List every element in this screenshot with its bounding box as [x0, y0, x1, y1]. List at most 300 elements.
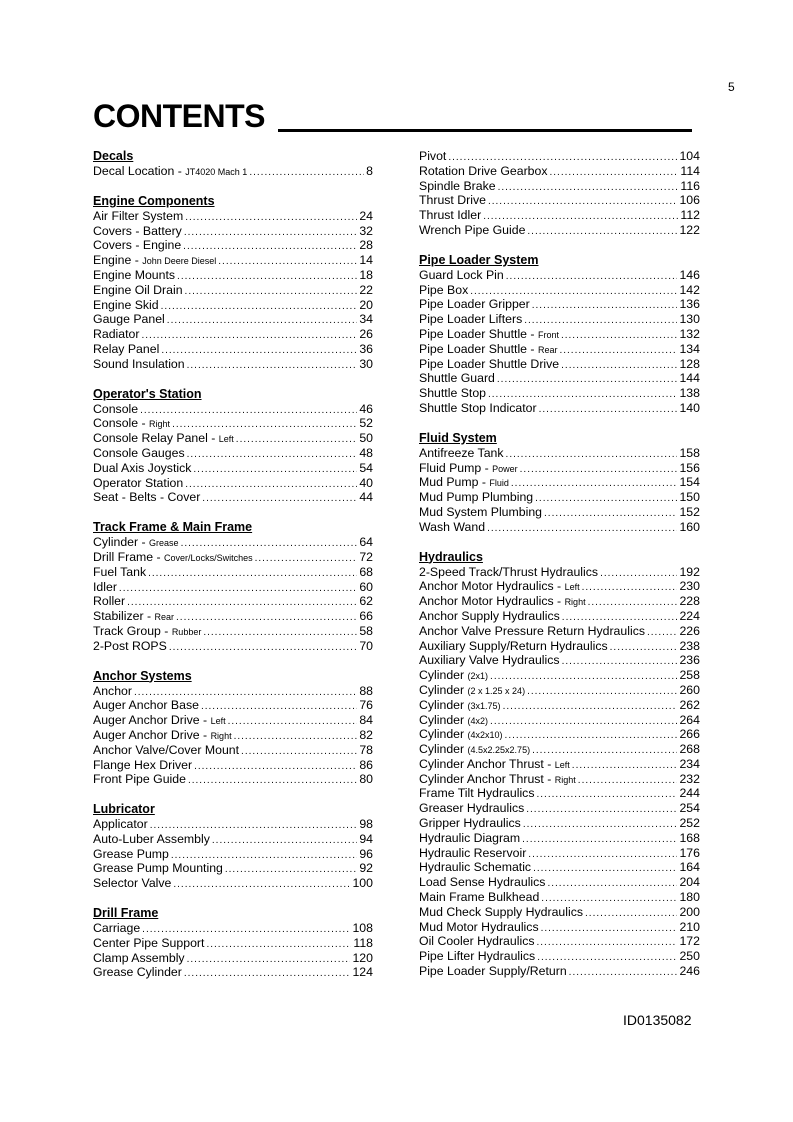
toc-entry[interactable] — [419, 949, 700, 964]
entry-title: Mud System Plumbing — [419, 504, 543, 519]
toc-entry[interactable] — [419, 609, 700, 624]
entry-page-number: 122 — [679, 222, 700, 237]
entry-label — [93, 446, 185, 461]
toc-entry[interactable] — [419, 283, 700, 298]
dot-leader — [610, 641, 678, 656]
toc-entry[interactable] — [93, 298, 373, 313]
toc-entry[interactable] — [419, 446, 700, 461]
entry-page-number: 238 — [679, 638, 700, 653]
entry-qualifier: Left — [210, 716, 226, 727]
toc-entry[interactable] — [93, 535, 373, 550]
entry-label — [419, 860, 531, 875]
toc-entry[interactable] — [93, 431, 373, 446]
entry-label — [93, 772, 186, 787]
entry-title: Auger Anchor Drive - — [93, 713, 211, 728]
entry-page-number: 108 — [352, 921, 373, 936]
entry-label — [93, 327, 139, 342]
toc-entry[interactable] — [419, 164, 700, 179]
entry-label — [419, 342, 557, 358]
entry-label — [419, 401, 537, 416]
toc-entry[interactable] — [419, 505, 700, 520]
entry-title: Covers - Battery — [93, 223, 182, 238]
entry-label — [93, 594, 125, 609]
dot-leader — [202, 492, 357, 507]
toc-section-operator-s-station — [93, 387, 373, 506]
entry-page-number: 142 — [679, 282, 700, 297]
toc-entry[interactable] — [419, 149, 700, 164]
entry-label — [93, 164, 247, 180]
entry-title: Anchor Motor Hydraulics - — [419, 594, 565, 609]
entry-title: Center Pipe Support — [93, 935, 205, 950]
entry-page-number: 120 — [352, 950, 373, 965]
entry-title: Seat - Belts - Cover — [93, 490, 201, 505]
entry-title: Console — [93, 401, 139, 416]
toc-entry[interactable] — [419, 579, 700, 594]
entry-title: Pipe Loader Supply/Return — [419, 964, 567, 979]
entry-page-number: 172 — [679, 934, 700, 949]
toc-entry[interactable] — [419, 268, 700, 283]
dot-leader — [218, 255, 357, 270]
toc-entry[interactable] — [93, 416, 373, 431]
entry-title: Anchor Valve/Cover Mount — [93, 742, 240, 757]
entry-title: Anchor Motor Hydraulics - — [419, 579, 565, 594]
toc-entry[interactable] — [93, 965, 373, 980]
toc-entry[interactable] — [419, 520, 700, 535]
toc-entry[interactable] — [93, 817, 373, 832]
entry-page-number: 154 — [679, 475, 700, 490]
entry-title: Mud Pump - — [419, 475, 490, 490]
toc-entry[interactable] — [93, 728, 373, 743]
dot-leader — [532, 299, 678, 314]
toc-entry[interactable] — [93, 550, 373, 565]
entry-title: Anchor Valve Pressure Return Hydraulics — [419, 623, 645, 638]
dot-leader — [544, 507, 677, 522]
toc-entry[interactable] — [419, 801, 700, 816]
section-spacer — [419, 535, 700, 550]
toc-entry[interactable] — [93, 327, 373, 342]
toc-entry[interactable] — [419, 179, 700, 194]
entry-label — [419, 386, 486, 401]
entry-label — [93, 342, 159, 357]
entry-page-number: 244 — [679, 786, 700, 801]
toc-entry[interactable] — [93, 490, 373, 505]
toc-entry[interactable] — [93, 238, 373, 253]
toc-entry[interactable] — [419, 297, 700, 312]
entry-title: Pivot — [419, 149, 447, 163]
entry-title: Grease Pump Mounting — [93, 861, 223, 876]
toc-entry[interactable] — [93, 580, 373, 595]
toc-entry[interactable] — [419, 653, 700, 668]
dot-leader — [167, 314, 358, 329]
entry-qualifier: Right — [210, 730, 232, 741]
toc-entry[interactable] — [93, 861, 373, 876]
entry-page-number: 94 — [359, 831, 373, 846]
entry-title: Flange Hex Driver — [93, 757, 193, 772]
entry-page-number: 64 — [359, 535, 373, 550]
entry-title: Rotation Drive Gearbox — [419, 163, 548, 178]
entry-page-number: 50 — [359, 431, 373, 446]
toc-entry[interactable] — [93, 758, 373, 773]
entry-label — [419, 920, 539, 935]
entry-page-number: 26 — [359, 327, 373, 342]
entry-label — [93, 713, 226, 729]
entry-label — [419, 475, 509, 491]
entry-page-number: 128 — [679, 356, 700, 371]
left-column — [93, 149, 373, 980]
entry-page-number: 124 — [352, 965, 373, 980]
toc-entry[interactable] — [419, 327, 700, 342]
entry-page-number: 86 — [359, 757, 373, 772]
entry-page-number: 30 — [359, 356, 373, 371]
toc-entry[interactable] — [419, 371, 700, 386]
entry-title: Hydraulic Diagram — [419, 830, 521, 845]
dot-leader — [185, 211, 357, 226]
toc-entry[interactable] — [93, 253, 373, 268]
toc-entry[interactable] — [419, 742, 700, 757]
entry-qualifier: John Deere Diesel — [142, 256, 217, 267]
entry-label — [93, 476, 183, 491]
entry-title: 2-Post ROPS — [93, 638, 167, 653]
entry-label — [419, 223, 525, 238]
section-heading: Anchor Systems — [93, 668, 192, 683]
entry-page-number: 254 — [679, 801, 700, 816]
toc-entry[interactable] — [93, 624, 373, 639]
toc-entry[interactable] — [419, 668, 700, 683]
toc-entry[interactable] — [93, 609, 373, 624]
entry-label — [419, 816, 521, 831]
entry-page-number: 176 — [679, 845, 700, 860]
toc-section-decals — [93, 149, 373, 179]
toc-entry[interactable] — [93, 832, 373, 847]
entry-title: Pipe Lifter Hydraulics — [419, 949, 536, 964]
toc-entry[interactable] — [93, 224, 373, 239]
entry-qualifier: Rear — [154, 612, 175, 623]
dot-leader — [559, 344, 677, 359]
toc-entry[interactable] — [93, 312, 373, 327]
toc-entry[interactable] — [419, 401, 700, 416]
dot-leader — [206, 938, 351, 953]
entry-page-number: 230 — [679, 579, 700, 594]
entry-page-number: 232 — [679, 771, 700, 786]
entry-label — [419, 742, 530, 758]
entry-label — [419, 831, 520, 846]
entry-label — [93, 876, 171, 891]
entry-label — [419, 934, 535, 949]
toc-entry[interactable] — [93, 565, 373, 580]
entry-label — [419, 964, 567, 979]
entry-qualifier: Cover/Locks/Switches — [164, 552, 253, 563]
entry-page-number: 146 — [679, 267, 700, 282]
toc-section-anchor-systems — [93, 669, 373, 788]
dot-leader — [488, 195, 678, 210]
entry-page-number: 80 — [359, 772, 373, 787]
dot-leader — [533, 862, 677, 877]
toc-entry[interactable] — [93, 402, 373, 417]
entry-title: Pipe Loader Lifters — [419, 312, 523, 327]
dot-leader — [600, 567, 677, 582]
toc-entry[interactable] — [419, 816, 700, 831]
entry-title: Idler — [93, 579, 117, 594]
entry-label — [419, 890, 539, 905]
entry-qualifier: Rubber — [171, 626, 202, 637]
dot-leader — [520, 463, 678, 478]
entry-page-number: 96 — [359, 846, 373, 861]
entry-title: Mud Motor Hydraulics — [419, 919, 539, 934]
toc-entry[interactable] — [419, 639, 700, 654]
toc-entry[interactable] — [419, 831, 700, 846]
toc-entry[interactable] — [419, 594, 700, 609]
entry-label — [419, 772, 576, 788]
toc-entry[interactable] — [419, 860, 700, 875]
entry-label — [419, 371, 495, 386]
toc-entry[interactable] — [419, 786, 700, 801]
toc-entry[interactable] — [419, 312, 700, 327]
entry-page-number: 92 — [359, 861, 373, 876]
dot-leader — [193, 463, 357, 478]
entry-qualifier: Fluid — [489, 478, 509, 489]
dot-leader — [241, 745, 357, 760]
toc-entry[interactable] — [419, 683, 700, 698]
entry-page-number: 180 — [679, 890, 700, 905]
section-spacer — [93, 505, 373, 520]
toc-entry[interactable] — [93, 164, 373, 179]
toc-entry[interactable] — [93, 743, 373, 758]
entry-page-number: 160 — [679, 519, 700, 534]
entry-qualifier: (4.5x2.25x2.75) — [467, 745, 531, 756]
entry-page-number: 226 — [679, 623, 700, 638]
toc-entry[interactable] — [419, 624, 700, 639]
entry-page-number: 68 — [359, 564, 373, 579]
toc-entry[interactable] — [93, 698, 373, 713]
toc-entry[interactable] — [419, 875, 700, 890]
entry-label — [419, 624, 645, 639]
entry-page-number: 132 — [679, 326, 700, 341]
entry-page-number: 104 — [679, 149, 700, 163]
entry-page-number: 116 — [680, 178, 700, 193]
entry-page-number: 62 — [359, 594, 373, 609]
dot-leader — [185, 285, 358, 300]
dot-leader — [194, 760, 357, 775]
toc-entry[interactable] — [93, 772, 373, 787]
entry-label — [93, 253, 216, 269]
dot-leader — [562, 655, 678, 670]
toc-entry[interactable] — [419, 223, 700, 238]
entry-label — [419, 905, 583, 920]
entry-title: Guard Lock Pin — [419, 267, 504, 282]
entry-page-number: 118 — [353, 935, 373, 950]
toc-entry[interactable] — [419, 727, 700, 742]
dot-leader — [141, 329, 357, 344]
entry-page-number: 260 — [679, 682, 700, 697]
dot-leader — [572, 759, 678, 774]
title-underline — [278, 129, 692, 132]
toc-entry[interactable] — [93, 209, 373, 224]
entry-title: Pipe Box — [419, 282, 469, 297]
entry-page-number: 24 — [359, 208, 373, 223]
entry-title: Radiator — [93, 327, 140, 342]
entry-title: Engine Oil Drain — [93, 282, 183, 297]
toc-entry[interactable] — [93, 283, 373, 298]
toc-entry[interactable] — [93, 847, 373, 862]
toc-entry[interactable] — [419, 964, 700, 979]
entry-label — [93, 817, 148, 832]
entry-title: Oil Cooler Hydraulics — [419, 934, 535, 949]
entry-title: Console Gauges — [93, 445, 185, 460]
toc-section-hydraulics — [419, 550, 700, 979]
dot-leader — [526, 803, 677, 818]
toc-entry[interactable] — [419, 565, 700, 580]
toc-entry[interactable] — [419, 934, 700, 949]
toc-entry[interactable] — [419, 490, 700, 505]
dot-leader — [527, 225, 677, 240]
entry-title: Air Filter System — [93, 208, 184, 223]
entry-title: Fuel Tank — [93, 564, 147, 579]
toc-entry[interactable] — [93, 936, 373, 951]
entry-label — [419, 520, 485, 535]
entry-title: Fluid Pump - — [419, 460, 493, 475]
entry-label — [93, 936, 204, 951]
toc-entry[interactable] — [419, 713, 700, 728]
toc-entry[interactable] — [93, 461, 373, 476]
entry-title: Mud Pump Plumbing — [419, 490, 534, 505]
entry-title: Anchor Supply Hydraulics — [419, 608, 560, 623]
entry-label — [419, 565, 598, 580]
entry-label — [93, 861, 223, 876]
entry-label — [93, 238, 181, 253]
toc-entry[interactable] — [419, 475, 700, 490]
entry-page-number: 262 — [679, 697, 700, 712]
entry-label — [419, 505, 542, 520]
entry-label — [419, 846, 526, 861]
toc-entry[interactable] — [419, 920, 700, 935]
entry-label — [419, 149, 446, 164]
toc-entry[interactable] — [93, 951, 373, 966]
entry-qualifier: Left — [564, 582, 580, 593]
toc-entry[interactable] — [419, 342, 700, 357]
entry-label — [93, 965, 182, 980]
toc-entry[interactable] — [419, 386, 700, 401]
toc-entry[interactable] — [93, 476, 373, 491]
entry-title: Cylinder Anchor Thrust - — [419, 771, 555, 786]
entry-page-number: 36 — [359, 341, 373, 356]
entry-label — [419, 312, 522, 327]
document-id: ID0135082 — [623, 1012, 692, 1028]
entry-label — [93, 298, 159, 313]
dot-leader — [505, 729, 678, 744]
entry-qualifier: Right — [554, 774, 576, 785]
entry-label — [93, 565, 146, 580]
toc-entry[interactable] — [419, 846, 700, 861]
entry-label — [419, 297, 530, 312]
entry-qualifier: Front — [537, 329, 559, 340]
entry-title: Cylinder — [419, 712, 468, 727]
toc-entry[interactable] — [93, 921, 373, 936]
toc-entry[interactable] — [419, 772, 700, 787]
dot-leader — [535, 492, 677, 507]
toc-entry[interactable] — [419, 208, 700, 223]
entry-title: Hydraulic Schematic — [419, 860, 532, 875]
entry-label — [419, 713, 488, 729]
dot-leader — [176, 611, 357, 626]
toc-entry[interactable] — [93, 446, 373, 461]
entry-page-number: 98 — [359, 817, 373, 832]
entry-label — [93, 921, 140, 936]
section-spacer — [419, 238, 700, 253]
toc-entry[interactable] — [93, 594, 373, 609]
toc-entry[interactable] — [93, 876, 373, 891]
toc-entry[interactable] — [419, 357, 700, 372]
toc-entry[interactable] — [419, 757, 700, 772]
entry-title: Auger Anchor Base — [93, 698, 199, 713]
entry-page-number: 140 — [679, 400, 700, 415]
entry-label — [419, 461, 518, 477]
toc-entry[interactable] — [93, 342, 373, 357]
entry-page-number: 20 — [359, 297, 373, 312]
dot-leader — [203, 626, 357, 641]
entry-label — [93, 609, 174, 625]
dot-leader — [187, 359, 358, 374]
toc-entry[interactable] — [419, 698, 700, 713]
entry-page-number: 134 — [679, 341, 700, 356]
entry-page-number: 54 — [359, 460, 373, 475]
dot-leader — [177, 270, 357, 285]
entry-title: Load Sense Hydraulics — [419, 875, 546, 890]
entry-title: Thrust Idler — [419, 208, 482, 223]
toc-entry[interactable] — [93, 357, 373, 372]
entry-page-number: 32 — [359, 223, 373, 238]
entry-title: Pipe Loader Shuttle - — [419, 326, 538, 341]
entry-page-number: 58 — [359, 623, 373, 638]
entry-title: Cylinder — [419, 682, 468, 697]
entry-page-number: 100 — [352, 876, 373, 891]
entry-page-number: 138 — [679, 386, 700, 401]
dot-leader — [188, 774, 357, 789]
entry-page-number: 130 — [679, 312, 700, 327]
toc-entry[interactable] — [93, 713, 373, 728]
entry-label — [419, 327, 559, 343]
entry-page-number: 210 — [679, 919, 700, 934]
entry-title: Pipe Loader Shuttle Drive — [419, 356, 560, 371]
entry-title: Cylinder — [419, 697, 468, 712]
entry-label — [419, 268, 504, 283]
entry-page-number: 34 — [359, 312, 373, 327]
entry-title: Clamp Assembly — [93, 950, 185, 965]
toc-entry[interactable] — [93, 639, 373, 654]
toc-entry[interactable] — [93, 268, 373, 283]
toc-section-engine-components — [93, 194, 373, 372]
entry-title: Greaser Hydraulics — [419, 801, 525, 816]
entry-title: Grease Pump — [93, 846, 169, 861]
toc-section-pipe-loader-system — [419, 253, 700, 416]
toc-entry[interactable] — [93, 684, 373, 699]
entry-page-number: 70 — [359, 638, 373, 653]
right-column — [419, 149, 700, 979]
entry-label — [93, 431, 234, 447]
section-heading: Pipe Loader System — [419, 252, 539, 267]
entry-title: Engine Mounts — [93, 267, 176, 282]
toc-entry[interactable] — [419, 905, 700, 920]
entry-title: Console - — [93, 416, 150, 431]
dot-leader — [506, 448, 678, 463]
dot-leader — [212, 834, 357, 849]
toc-entry[interactable] — [419, 193, 700, 208]
entry-label — [419, 490, 533, 505]
entry-title: Shuttle Stop Indicator — [419, 400, 537, 415]
dot-leader — [582, 581, 678, 596]
toc-entry[interactable] — [419, 890, 700, 905]
entry-title: Mud Check Supply Hydraulics — [419, 904, 584, 919]
toc-entry[interactable] — [419, 461, 700, 476]
